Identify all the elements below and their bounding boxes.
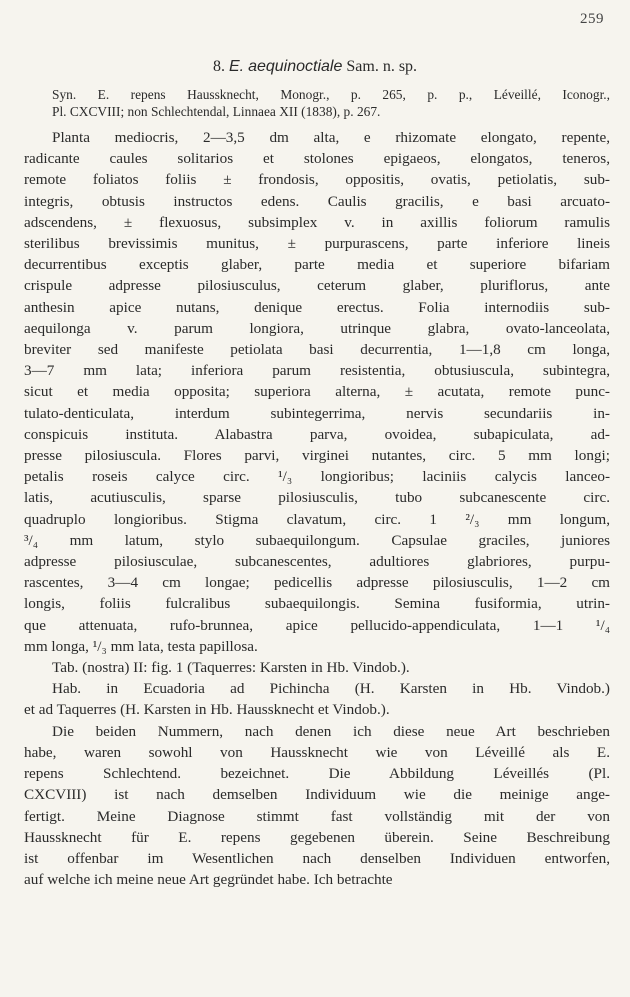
text-line: Hab. in Ecuadoria ad Pichincha (H. Karsten in Hb. Vindob.) [52, 680, 610, 698]
species-number: 8. [212, 58, 225, 75]
text-line: sicut et media opposita; superiora alterna, ± acutata, remote punc- [24, 383, 610, 401]
text-line: Die beiden Nummern, nach denen ich diese neue Art beschrieben [52, 722, 610, 740]
text-line: auf welche ich meine neue Art gegründet habe. Ich betrachte [24, 871, 393, 889]
text-line: habe, waren sowohl von Haussknecht wie von Léveillé als E. [24, 743, 610, 761]
species-author: Sam. n. sp. [346, 58, 418, 75]
text-line: que attenuata, rufo-brunnea, apice pellucido-appendiculata, 1—1 ¹/₄ [24, 616, 610, 634]
text-line: decurrentibus exceptis glaber, parte media et superiore bifariam [24, 256, 610, 274]
text-line: integris, obtusis instructos edens. Caulis gracilis, e basi arcuato- [24, 192, 610, 210]
text-line: aequilonga v. parum longiora, utrinque glabra, ovato-lanceolata, [24, 319, 610, 337]
synonymy-line: Syn. E. repens Haussknecht, Monogr., p. 265, p. p., Léveillé, Iconogr., [52, 87, 610, 102]
text-line: breviter sed manifeste petiolata basi decurrentia, 1—1,8 cm longa, [24, 341, 610, 359]
text-line: et ad Taquerres (H. Karsten in Hb. Haussknecht et Vindob.). [24, 701, 390, 719]
text-line: latis, acutiusculis, sparse pilosiusculis, tubo subcanescente circ. [24, 489, 610, 507]
text-line: quadruplo longioribus. Stigma clavatum, circ. 1 ²/₃ mm longum, [24, 510, 610, 528]
text-line: tulato-denticulata, interdum subintegerrima, nervis secundariis in- [24, 404, 610, 422]
text-line: ist offenbar im Wesentlichen nach denselben Individuen entworfen, [24, 849, 610, 867]
text-line: CXCVIII) ist nach demselben Individuum wie die meinige ange- [24, 786, 610, 804]
text-line: adscendens, ± flexuosus, subsimplex v. in axillis foliorum ramulis [24, 213, 610, 231]
species-genus: E. [228, 58, 245, 75]
text-line: repens Schlechtend. bezeichnet. Die Abbildung Léveillés (Pl. [24, 765, 610, 783]
text-line: longis, foliis fulcralibus subaequilongis. Semina fusiformia, utrin- [24, 595, 610, 613]
text-line: ³/₄ mm latum, stylo subaequilongum. Capsulae graciles, juniores [24, 531, 610, 549]
text-line: adpresse pilosiusculae, subcanescentes, adultiores glabriores, purpu- [24, 553, 610, 571]
species-epithet: aequinoctiale [248, 58, 343, 75]
text-line: rascentes, 3—4 cm longae; pedicellis adpresse pilosiusculis, 1—2 cm [24, 574, 610, 592]
text-line: petalis roseis calyce circ. ¹/₃ longioribus; laciniis calycis lanceo- [24, 468, 610, 486]
text-line: radicante caules solitarios et stolones epigaeos, elongatos, teneros, [24, 150, 610, 168]
text-line: Planta mediocris, 2—3,5 dm alta, e rhizomate elongato, repente, [52, 129, 610, 146]
text-line: anthesin apice nutans, denique erectus. Folia internodiis sub- [24, 298, 610, 316]
text-line: Haussknecht für E. repens gegebenen überein. Seine Beschreibung [24, 828, 610, 846]
species-heading [0, 58, 630, 76]
description-text [24, 127, 610, 890]
text-line: fertigt. Meine Diagnose stimmt fast vollständig mit der von [24, 807, 610, 825]
text-line: crispule adpresse pilosiusculus, ceterum glaber, pluriflorus, ante [24, 277, 610, 295]
synonymy [24, 86, 610, 120]
synonymy-line: Pl. CXCVIII; non Schlechtendal, Linnaea XII (1838), p. 267. [52, 104, 381, 119]
text-line: mm longa, ¹/₃ mm lata, testa papillosa. [24, 637, 258, 655]
text-line: sterilibus brevissimis munitus, ± purpurascens, parte inferiore lineis [24, 235, 610, 253]
text-line: Tab. (nostra) II: fig. 1 (Taquerres: Karsten in Hb. Vindob.). [52, 659, 410, 677]
text-line: conspicuis instituta. Alabastra parva, ovoidea, subapiculata, ad- [24, 425, 610, 443]
text-line: presse pilosiuscula. Flores parvi, virginei nutantes, circ. 5 mm longi; [24, 447, 610, 465]
page-number: 259 [580, 11, 604, 27]
text-line: remote foliatos foliis ± frondosis, oppositis, ovatis, petiolatis, sub- [24, 171, 610, 189]
text-line: 3—7 mm lata; inferiora parum resistentia, obtusiuscula, subintegra, [24, 362, 610, 380]
